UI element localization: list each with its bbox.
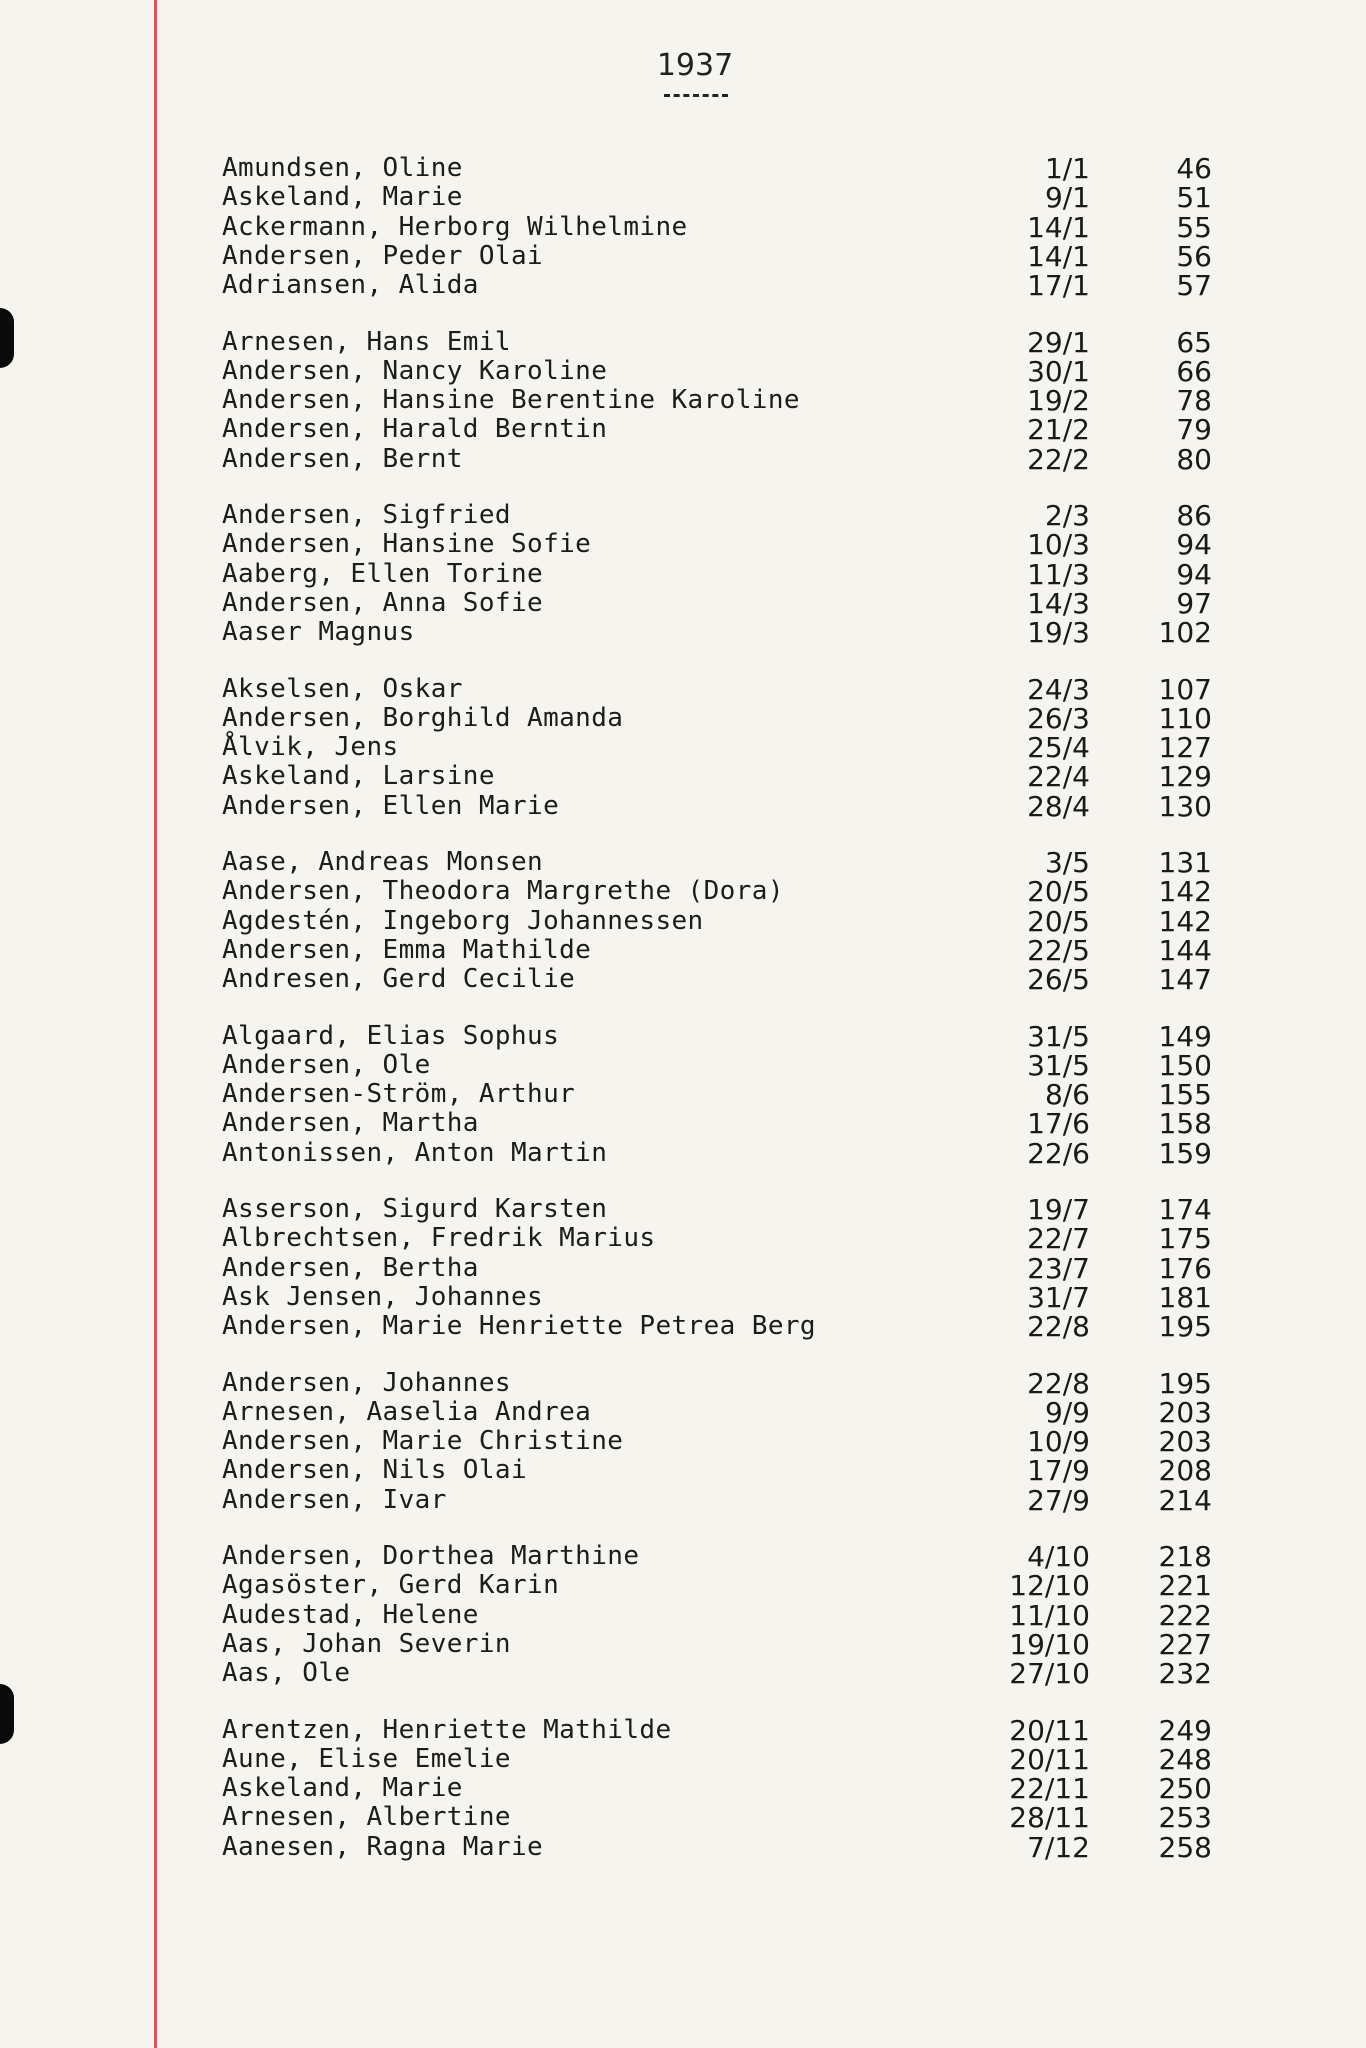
entry-date: 20/5 [1027,904,1090,938]
list-item [0,1019,1366,1053]
entry-name: Andersen, Ellen Marie [222,790,560,821]
entry-name: Andersen, Marie Henriette Petrea Berg [222,1311,816,1342]
entry-page-number: 218 [1158,1540,1212,1573]
list-item [0,933,1366,967]
entry-name: Andersen, Martha [222,1108,479,1139]
entry-date: 26/5 [1027,963,1090,997]
entry-name: Ålvik, Jens [222,732,399,763]
entry-name: Andersen, Emma Mathilde [222,934,592,965]
list-item [0,760,1366,794]
entry-date: 20/5 [1027,875,1090,909]
list-item [0,154,1366,183]
entry-date: 14/1 [1027,239,1090,273]
list-item [0,701,1366,735]
entry-date: 9/1 [1044,181,1090,215]
entry-page-number: 150 [1158,1048,1212,1082]
entry-page-number: 66 [1176,354,1212,388]
list-item [0,1713,1366,1747]
entry-date: 22/8 [1027,1310,1090,1344]
list-item [0,1425,1366,1459]
list-item [0,442,1366,476]
entry-date: 19/3 [1027,616,1090,650]
list-item [0,1483,1366,1517]
entry-page-number: 142 [1158,904,1212,938]
entry-name: Andersen, Nils Olai [222,1455,528,1486]
entry-page-number: 107 [1158,672,1212,706]
entry-page-number: 222 [1158,1598,1212,1632]
entry-page-number: 55 [1176,210,1212,244]
entry-page-number: 158 [1158,1107,1212,1141]
entry-name: Aas, Johan Severin [222,1628,511,1659]
list-item [0,1801,1366,1835]
entry-name: Andersen, Bernt [222,443,463,474]
entry-name: Aaberg, Ellen Torine [222,558,544,589]
entry-page-number: 129 [1158,760,1212,794]
entry-page-number: 248 [1158,1742,1212,1776]
entry-date: 27/10 [1009,1657,1090,1691]
entry-name: Andersen, Anna Sofie [222,587,544,618]
entry-name: Arentzen, Henriette Mathilde [222,1714,672,1745]
entry-page-number: 51 [1176,181,1212,215]
entry-page-number: 174 [1158,1193,1212,1226]
list-item [0,875,1366,909]
entry-page-number: 195 [1158,1366,1212,1400]
list-item [0,1136,1366,1170]
entry-date: 25/4 [1027,731,1090,765]
entry-date: 11/10 [1009,1598,1090,1632]
entry-page-number: 97 [1176,586,1212,620]
entry-date: 24/3 [1027,672,1090,706]
entry-page-number: 79 [1176,413,1212,447]
entry-page-number: 147 [1158,963,1212,997]
entry-name: Agasöster, Gerd Karin [222,1570,560,1601]
entry-name: Aanesen, Ragna Marie [222,1831,544,1862]
entry-name: Amundsen, Oline [222,153,463,183]
list-item [0,1772,1366,1806]
entry-name: Andersen, Bertha [222,1252,479,1283]
entry-date: 21/2 [1027,413,1090,447]
entry-date: 22/2 [1027,442,1090,476]
list-item [0,963,1366,997]
entry-date: 14/1 [1027,210,1090,244]
list-item [0,1280,1366,1314]
entry-date: 10/3 [1027,528,1090,562]
entry-name: Algaard, Elias Sophus [222,1020,560,1051]
entry-name: Ackermann, Herborg Wilhelmine [222,211,688,242]
entry-date: 22/6 [1027,1136,1090,1170]
entry-name: Andersen, Ivar [222,1484,447,1515]
entry-date: 27/9 [1027,1483,1090,1517]
list-item [0,1048,1366,1082]
entry-date: 28/4 [1027,789,1090,823]
entry-name: Aune, Elise Emelie [222,1743,511,1774]
entry-date: 7/12 [1027,1830,1090,1864]
entry-page-number: 227 [1158,1627,1212,1661]
entry-date: 22/4 [1027,760,1090,794]
list-item [0,1366,1366,1400]
entry-name: Albrechtsen, Fredrik Marius [222,1223,656,1254]
entry-name: Andersen-Ström, Arthur [222,1079,576,1110]
list-item [0,1830,1366,1864]
entry-name: Adriansen, Alida [222,270,479,301]
list-item [0,848,1366,877]
entry-date: 17/1 [1027,269,1090,303]
list-item [0,789,1366,823]
entry-name: Akselsen, Oskar [222,673,463,704]
entry-date: 8/6 [1044,1078,1090,1112]
entry-page-number: 203 [1158,1395,1212,1429]
entry-date: 19/2 [1027,384,1090,418]
entry-page-number: 203 [1158,1425,1212,1459]
entry-page-number: 175 [1158,1222,1212,1256]
entry-name: Aase, Andreas Monsen [222,847,544,877]
entry-name: Askeland, Marie [222,182,463,213]
entry-page-number: 258 [1158,1830,1212,1864]
entry-date: 9/9 [1044,1395,1090,1429]
entry-name: Asserson, Sigurd Karsten [222,1194,608,1224]
entry-name: Andersen, Marie Christine [222,1426,624,1457]
list-item [0,1742,1366,1776]
entry-name: Andersen, Peder Olai [222,240,544,271]
entry-name: Andersen, Hansine Berentine Karoline [222,385,800,416]
entry-page-number: 46 [1176,152,1212,185]
entry-date: 2/3 [1044,499,1090,532]
entry-name: Aas, Ole [222,1658,351,1689]
entry-page-number: 176 [1158,1251,1212,1285]
entry-page-number: 127 [1158,731,1212,765]
entry-page-number: 130 [1158,789,1212,823]
list-item [0,269,1366,303]
entry-page-number: 250 [1158,1772,1212,1806]
entry-name: Andersen, Hansine Sofie [222,529,592,560]
entry-date: 26/3 [1027,701,1090,735]
list-item [0,413,1366,447]
entry-date: 22/11 [1009,1772,1090,1806]
entry-name: Aaser Magnus [222,617,415,648]
entry-name: Ask Jensen, Johannes [222,1281,544,1312]
list-item [0,1107,1366,1141]
entry-page-number: 221 [1158,1569,1212,1603]
list-item [0,325,1366,359]
entry-page-number: 102 [1158,616,1212,650]
list-item [0,239,1366,273]
entry-name: Askeland, Larsine [222,761,495,792]
entry-page-number: 232 [1158,1657,1212,1691]
entry-date: 10/9 [1027,1425,1090,1459]
list-item [0,354,1366,388]
entry-date: 30/1 [1027,354,1090,388]
list-item [0,672,1366,706]
list-item [0,1657,1366,1691]
entry-name: Andersen, Sigfried [222,500,511,530]
entry-date: 31/7 [1027,1280,1090,1314]
list-item [0,210,1366,244]
entry-date: 28/11 [1009,1801,1090,1835]
entry-date: 31/5 [1027,1048,1090,1082]
entry-name: Andersen, Dorthea Marthine [222,1541,640,1571]
entry-name: Andersen, Nancy Karoline [222,355,608,386]
entry-date: 20/11 [1009,1713,1090,1747]
entry-page-number: 142 [1158,875,1212,909]
entry-date: 22/8 [1027,1366,1090,1400]
entry-page-number: 208 [1158,1454,1212,1488]
list-item [0,1569,1366,1603]
entry-name: Andersen, Borghild Amanda [222,702,624,733]
entry-page-number: 253 [1158,1801,1212,1835]
entry-date: 22/5 [1027,933,1090,967]
list-item [0,1395,1366,1429]
entry-name: Andresen, Gerd Cecilie [222,964,576,995]
list-item [0,1222,1366,1256]
entry-date: 12/10 [1009,1569,1090,1603]
entry-date: 3/5 [1044,846,1090,879]
title-underline [664,94,728,97]
entry-date: 19/10 [1009,1627,1090,1661]
entry-date: 14/3 [1027,586,1090,620]
list-item [0,1627,1366,1661]
list-item [0,384,1366,418]
entry-date: 17/6 [1027,1107,1090,1141]
entry-date: 1/1 [1044,152,1090,185]
list-item [0,1598,1366,1632]
entry-name: Andersen, Johannes [222,1367,511,1398]
entry-page-number: 149 [1158,1019,1212,1053]
list-item [0,1195,1366,1224]
entry-page-number: 65 [1176,325,1212,359]
entry-page-number: 94 [1176,528,1212,562]
entry-page-number: 181 [1158,1280,1212,1314]
list-item [0,1542,1366,1571]
entry-name: Arnesen, Hans Emil [222,326,511,357]
entry-page-number: 56 [1176,239,1212,273]
page-title-year: 1937 [656,48,734,83]
entry-date: 17/9 [1027,1454,1090,1488]
entry-page-number: 159 [1158,1136,1212,1170]
list-item [0,501,1366,530]
entry-name: Arnesen, Aaselia Andrea [222,1396,592,1427]
list-item [0,1251,1366,1285]
entry-page-number: 249 [1158,1713,1212,1747]
entry-page-number: 195 [1158,1310,1212,1344]
entry-date: 29/1 [1027,325,1090,359]
list-item [0,731,1366,765]
entry-page-number: 86 [1176,499,1212,532]
list-item [0,1454,1366,1488]
entry-page-number: 131 [1158,846,1212,879]
entry-page-number: 78 [1176,384,1212,418]
entry-date: 22/7 [1027,1222,1090,1256]
entry-page-number: 57 [1176,269,1212,303]
entry-page-number: 94 [1176,557,1212,591]
list-item [0,1310,1366,1344]
list-item [0,616,1366,650]
entry-page-number: 155 [1158,1078,1212,1112]
entry-page-number: 80 [1176,442,1212,476]
entry-name: Andersen, Theodora Margrethe (Dora) [222,876,784,907]
list-item [0,904,1366,938]
list-item [0,528,1366,562]
list-item [0,181,1366,215]
entry-name: Andersen, Harald Berntin [222,414,608,445]
entry-name: Audestad, Helene [222,1599,479,1630]
list-item [0,557,1366,591]
entry-name: Arnesen, Albertine [222,1802,511,1833]
entry-date: 23/7 [1027,1251,1090,1285]
entry-date: 20/11 [1009,1742,1090,1776]
entry-date: 19/7 [1027,1193,1090,1226]
entry-date: 11/3 [1027,557,1090,591]
entry-page-number: 144 [1158,933,1212,967]
entry-page-number: 110 [1158,701,1212,735]
entry-name: Andersen, Ole [222,1049,431,1080]
entry-date: 4/10 [1027,1540,1090,1573]
list-item [0,1078,1366,1112]
entry-name: Antonissen, Anton Martin [222,1137,608,1168]
list-item [0,586,1366,620]
entry-page-number: 214 [1158,1483,1212,1517]
entry-date: 31/5 [1027,1019,1090,1053]
entry-name: Agdestén, Ingeborg Johannessen [222,905,704,936]
entry-name: Askeland, Marie [222,1773,463,1804]
